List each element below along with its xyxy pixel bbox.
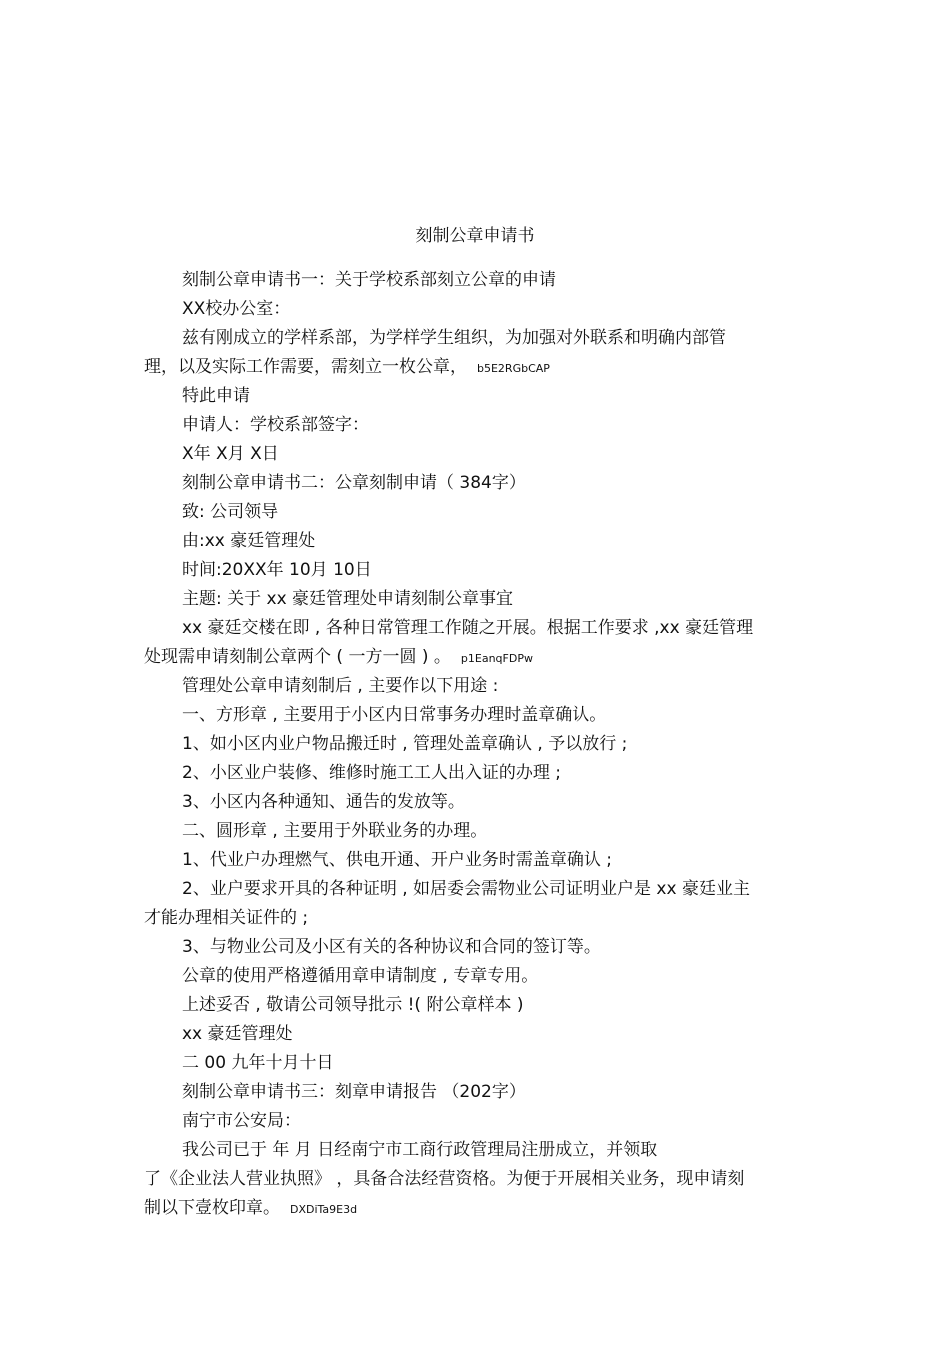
document-title: 刻制公章申请书: [415, 226, 535, 246]
body-paragraph-continued: 制以下壹枚印章。 DXDiTa9E3d: [144, 1198, 358, 1218]
section-round-seal: 二、圆形章 , 主要用于外联业务的办理。: [182, 821, 488, 841]
section-square-seal: 一、方形章 , 主要用于小区内日常事务办理时盖章确认。: [182, 705, 607, 725]
reference-code: DXDiTa9E3d: [290, 1203, 358, 1216]
date-line: X年 X月 X日: [182, 444, 279, 464]
list-item: 1、代业户办理燃气、供电开通、开户业务时需盖章确认 ;: [182, 850, 612, 870]
reference-code: p1EanqFDPw: [460, 652, 533, 665]
applicant-line: 申请人：学校系部签字：: [182, 415, 369, 435]
body-paragraph: 兹有刚成立的学样系部，为学样学生组织，为加强对外联系和明确内部管: [182, 328, 726, 348]
list-item: 3、小区内各种通知、通告的发放等。: [182, 792, 465, 812]
heading-part-three: 刻制公章申请书三：刻章申请报告 （202字）: [182, 1082, 526, 1102]
usage-intro: 管理处公章申请刻制后 , 主要作以下用途 :: [182, 676, 499, 696]
from-line: 由:xx 豪廷管理处: [182, 531, 316, 551]
closing-request: 上述妥否 , 敬请公司领导批示 !( 附公章样本 ): [182, 995, 524, 1015]
heading-part-two: 刻制公章申请书二：公章刻制申请（ 384字）: [182, 473, 526, 493]
signature-date: 二 00 九年十月十日: [182, 1053, 334, 1073]
body-paragraph-continued: 处现需申请刻制公章两个 ( 一方一圆 ) 。 p1EanqFDPw: [144, 647, 533, 667]
recipient-line: 南宁市公安局：: [182, 1111, 301, 1131]
usage-rule: 公章的使用严格遵循用章申请制度 , 专章专用。: [182, 966, 539, 986]
body-paragraph: 我公司已于 年 月 日经南宁市工商行政管理局注册成立，并领取: [182, 1140, 658, 1160]
list-item: 1、如小区内业户物品搬迁时 , 管理处盖章确认 , 予以放行 ;: [182, 734, 628, 754]
reference-code: b5E2RGbCAP: [477, 362, 550, 375]
list-item: 2、小区业户装修、维修时施工工人出入证的办理 ;: [182, 763, 561, 783]
body-paragraph: xx 豪廷交楼在即 , 各种日常管理工作随之开展。根据工作要求 ,xx 豪廷管理: [182, 618, 754, 638]
list-item-continued: 才能办理相关证件的 ;: [144, 908, 309, 928]
body-paragraph-continued: 理，以及实际工作需要，需刻立一枚公章， b5E2RGbCAP: [144, 357, 550, 377]
list-item: 2、业户要求开具的各种证明 , 如居委会需物业公司证明业户是 xx 豪廷业主: [182, 879, 750, 899]
time-line: 时间:20XX年 10月 10日: [182, 560, 372, 580]
to-line: 致: 公司领导: [182, 502, 279, 522]
body-paragraph-continued: 了《企业法人营业执照》 ，具备合法经营资格。为便于开展相关业务，现申请刻: [144, 1169, 745, 1189]
signature-org: xx 豪廷管理处: [182, 1024, 293, 1044]
recipient-line: XX校办公室：: [182, 299, 291, 319]
request-line: 特此申请: [182, 386, 250, 406]
list-item: 3、与物业公司及小区有关的各种协议和合同的签订等。: [182, 937, 601, 957]
subject-line: 主题: 关于 xx 豪廷管理处申请刻制公章事宜: [182, 589, 514, 609]
heading-part-one: 刻制公章申请书一：关于学校系部刻立公章的申请: [182, 270, 556, 290]
